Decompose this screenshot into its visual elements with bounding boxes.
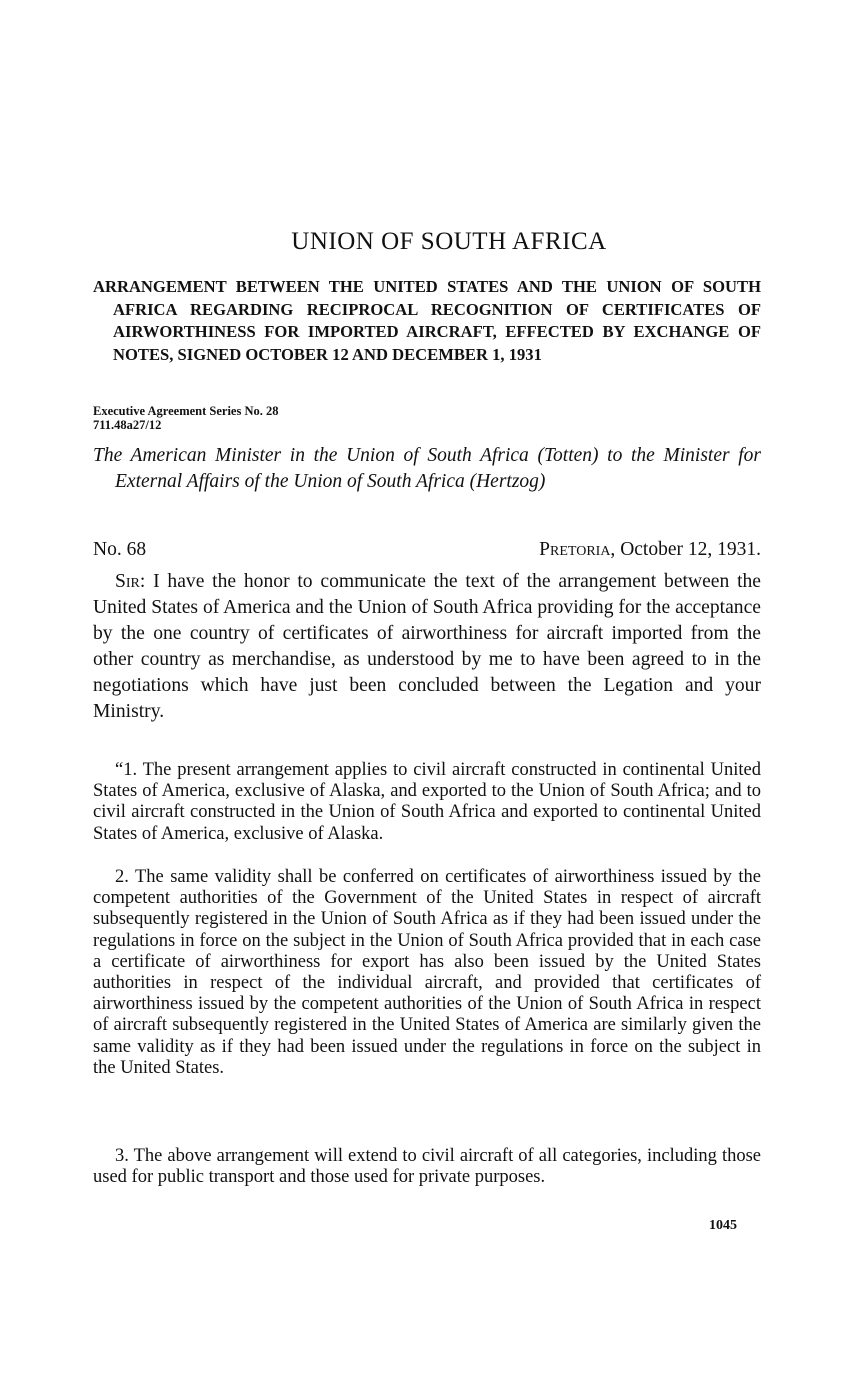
series-block xyxy=(93,405,279,432)
paragraph-3: 3. The above arrangement will extend to civil aircraft of all categories, including those used for public transport and those used for private purposes. xyxy=(93,1146,761,1188)
place: Pretoria, xyxy=(539,539,616,560)
agreement-heading: ARRANGEMENT BETWEEN THE UNITED STATES AND THE UNION OF SOUTH AFRICA REGARDING RECIPROCAL RECOGNITION OF CERTIFICATES OF AIRWORTHINESS FOR IMPORTED AIRCRAFT, EFFECTED BY EXCHANGE OF NOTES, SIGNED OCTOBER 12 AND DECEMBER 1, 1931 xyxy=(93,277,761,364)
date: October 12, 1931. xyxy=(620,539,761,560)
page-number: 1045 xyxy=(709,1218,737,1233)
country-title: UNION OF SOUTH AFRICA xyxy=(291,228,607,255)
paragraph-1: “1. The present arrangement applies to civil aircraft constructed in continental United States of America, exclusive of Alaska, and exported to the Union of South Africa; and to civil aircraft constructed in the Union of South Africa and exported to continental United States of America, exclusive of Alaska. xyxy=(93,760,761,844)
place-date xyxy=(539,539,761,561)
opening-paragraph xyxy=(93,569,761,724)
series-line: Executive Agreement Series No. 28 xyxy=(93,404,279,418)
paragraph-2: 2. The same validity shall be conferred on certificates of airworthiness issued by the competent authorities of the Government of the United States in respect of aircraft subsequently registered in the Union of South Africa as if they had been issued under the regulations in force on the subject in the Union of South Africa provided that in each case a certificate of airworthiness for export has also been issued by the United States authorities in respect of the individual aircraft, and provided that certificates of airworthiness issued by the competent authorities of the Union of South Africa in respect of aircraft subsequently registered in the United States of America are similarly given the same validity as if they had been issued under the regulations in force on the subject in the United States. xyxy=(93,867,761,1078)
salutation: Sir: xyxy=(115,571,146,592)
sender-recipient-line: The American Minister in the Union of South Africa (Totten) to the Minister for External Affairs of the Union of South Africa (Hertzog) xyxy=(93,445,761,492)
opening-text: I have the honor to communicate the text of the arrangement between the United States of America and the Union of South Africa providing for the acceptance by the one country of certificates of airworthiness for aircraft imported from the other country as merchandise, as understood by me to have been agreed to in the negotiations which have just been concluded between the Legation and your Ministry. xyxy=(93,571,762,722)
file-number: 711.48a27/12 xyxy=(93,417,162,432)
note-number: No. 68 xyxy=(93,539,147,560)
